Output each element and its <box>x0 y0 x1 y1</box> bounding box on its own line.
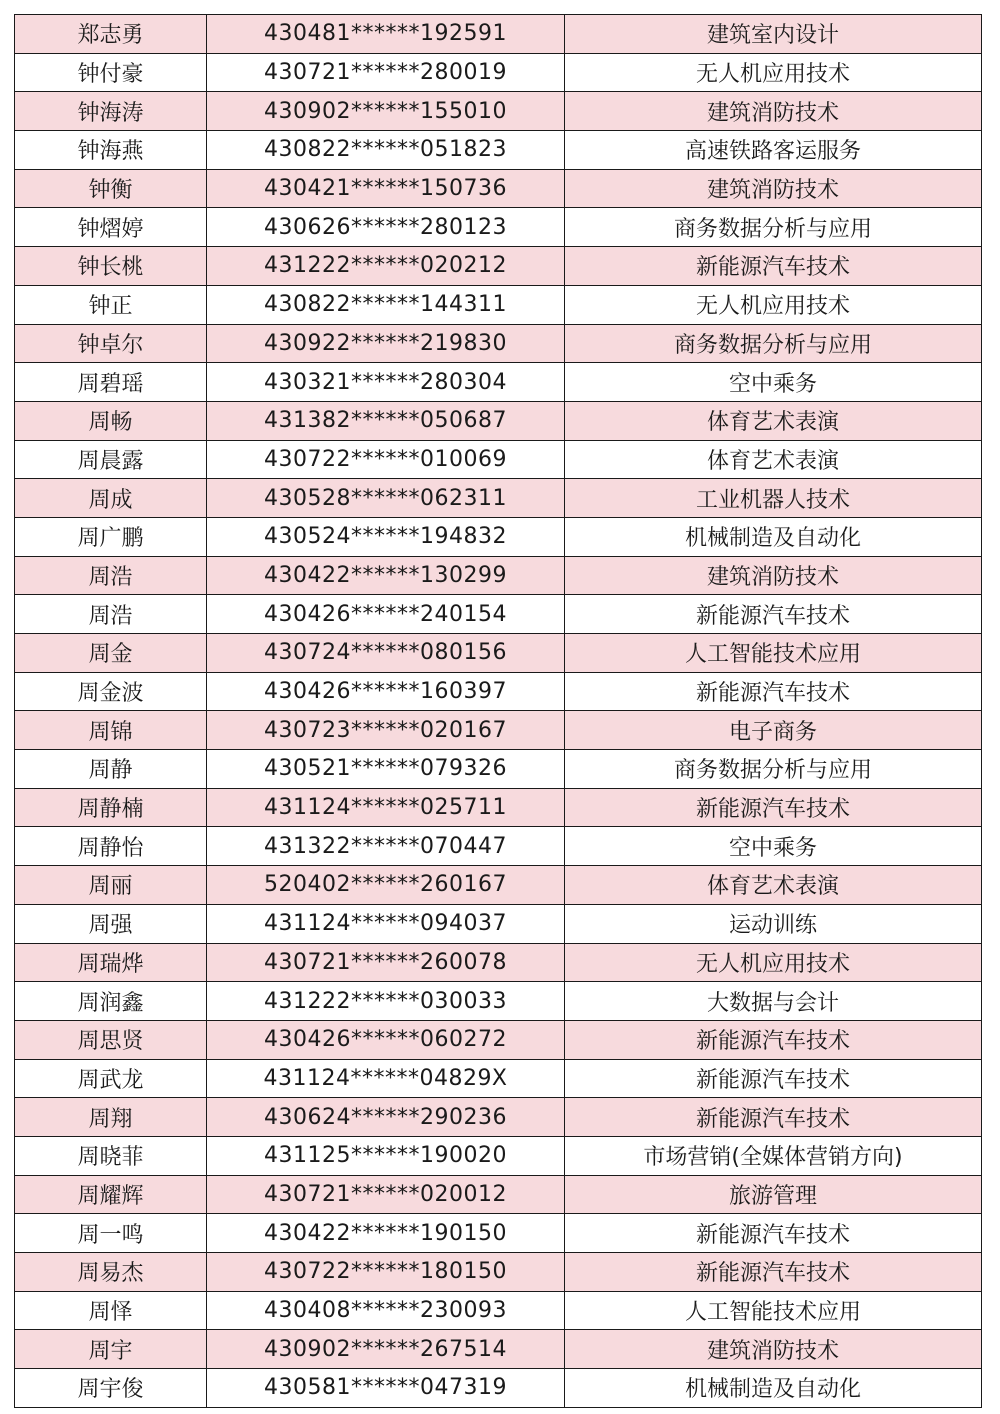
student-name-cell: 周宇俊 <box>15 1369 207 1408</box>
table-row <box>15 131 982 170</box>
table-row <box>15 247 982 286</box>
id-number-cell: 430822******051823 <box>207 131 565 170</box>
table-row <box>15 363 982 402</box>
student-name-cell: 周瑞烨 <box>15 943 207 982</box>
table-row <box>15 982 982 1021</box>
student-name-cell: 周宇 <box>15 1330 207 1369</box>
major-cell: 商务数据分析与应用 <box>565 208 982 247</box>
major-cell: 旅游管理 <box>565 1175 982 1214</box>
major-cell: 商务数据分析与应用 <box>565 324 982 363</box>
student-name-cell: 周锦 <box>15 711 207 750</box>
id-number-cell: 430902******267514 <box>207 1330 565 1369</box>
student-name-cell: 周耀辉 <box>15 1175 207 1214</box>
student-name-cell: 周润鑫 <box>15 982 207 1021</box>
id-number-cell: 431382******050687 <box>207 401 565 440</box>
student-name-cell: 周浩 <box>15 556 207 595</box>
id-number-cell: 430724******080156 <box>207 634 565 673</box>
id-number-cell: 430723******020167 <box>207 711 565 750</box>
table-row <box>15 788 982 827</box>
id-number-cell: 431124******025711 <box>207 788 565 827</box>
id-number-cell: 430822******144311 <box>207 285 565 324</box>
major-cell: 建筑消防技术 <box>565 1330 982 1369</box>
table-row <box>15 1136 982 1175</box>
id-number-cell: 430721******260078 <box>207 943 565 982</box>
id-number-cell: 430421******150736 <box>207 169 565 208</box>
table-row <box>15 517 982 556</box>
student-name-cell: 钟衡 <box>15 169 207 208</box>
table-row <box>15 1020 982 1059</box>
major-cell: 无人机应用技术 <box>565 53 982 92</box>
major-cell: 市场营销(全媒体营销方向) <box>565 1136 982 1175</box>
student-name-cell: 周成 <box>15 479 207 518</box>
major-cell: 新能源汽车技术 <box>565 672 982 711</box>
id-number-cell: 430426******060272 <box>207 1020 565 1059</box>
major-cell: 人工智能技术应用 <box>565 634 982 673</box>
table-row <box>15 866 982 905</box>
table-row <box>15 15 982 54</box>
major-cell: 无人机应用技术 <box>565 285 982 324</box>
major-cell: 商务数据分析与应用 <box>565 750 982 789</box>
major-cell: 新能源汽车技术 <box>565 595 982 634</box>
table-row <box>15 1253 982 1292</box>
table-row <box>15 556 982 595</box>
id-number-cell: 520402******260167 <box>207 866 565 905</box>
id-number-cell: 431124******094037 <box>207 904 565 943</box>
table-row <box>15 750 982 789</box>
student-name-cell: 周畅 <box>15 401 207 440</box>
student-name-cell: 周广鹏 <box>15 517 207 556</box>
major-cell: 新能源汽车技术 <box>565 247 982 286</box>
id-number-cell: 430408******230093 <box>207 1291 565 1330</box>
major-cell: 建筑室内设计 <box>565 15 982 54</box>
major-cell: 大数据与会计 <box>565 982 982 1021</box>
student-name-cell: 周武龙 <box>15 1059 207 1098</box>
student-name-cell: 周碧瑶 <box>15 363 207 402</box>
table-row <box>15 1175 982 1214</box>
student-name-cell: 周静 <box>15 750 207 789</box>
major-cell: 新能源汽车技术 <box>565 1253 982 1292</box>
student-name-cell: 钟正 <box>15 285 207 324</box>
major-cell: 无人机应用技术 <box>565 943 982 982</box>
table-row <box>15 595 982 634</box>
student-name-cell: 周静楠 <box>15 788 207 827</box>
id-number-cell: 430722******010069 <box>207 440 565 479</box>
table-row <box>15 169 982 208</box>
major-cell: 建筑消防技术 <box>565 92 982 131</box>
table-row <box>15 440 982 479</box>
id-number-cell: 430524******194832 <box>207 517 565 556</box>
major-cell: 机械制造及自动化 <box>565 517 982 556</box>
major-cell: 高速铁路客运服务 <box>565 131 982 170</box>
table-row <box>15 1330 982 1369</box>
id-number-cell: 431222******020212 <box>207 247 565 286</box>
student-name-cell: 周思贤 <box>15 1020 207 1059</box>
id-number-cell: 430481******192591 <box>207 15 565 54</box>
table-row <box>15 1291 982 1330</box>
major-cell: 新能源汽车技术 <box>565 788 982 827</box>
student-name-cell: 周一鸣 <box>15 1214 207 1253</box>
id-number-cell: 430626******280123 <box>207 208 565 247</box>
student-name-cell: 周翔 <box>15 1098 207 1137</box>
major-cell: 空中乘务 <box>565 363 982 402</box>
student-name-cell: 钟卓尔 <box>15 324 207 363</box>
major-cell: 人工智能技术应用 <box>565 1291 982 1330</box>
id-number-cell: 430321******280304 <box>207 363 565 402</box>
major-cell: 体育艺术表演 <box>565 866 982 905</box>
table-row <box>15 401 982 440</box>
id-number-cell: 430521******079326 <box>207 750 565 789</box>
table-row <box>15 1214 982 1253</box>
id-number-cell: 430426******240154 <box>207 595 565 634</box>
table-row <box>15 634 982 673</box>
major-cell: 新能源汽车技术 <box>565 1059 982 1098</box>
major-cell: 机械制造及自动化 <box>565 1369 982 1408</box>
id-number-cell: 430922******219830 <box>207 324 565 363</box>
major-cell: 建筑消防技术 <box>565 556 982 595</box>
student-name-cell: 钟海涛 <box>15 92 207 131</box>
student-name-cell: 周静怡 <box>15 827 207 866</box>
student-name-cell: 周金 <box>15 634 207 673</box>
major-cell: 建筑消防技术 <box>565 169 982 208</box>
table-row <box>15 53 982 92</box>
id-number-cell: 430721******280019 <box>207 53 565 92</box>
major-cell: 新能源汽车技术 <box>565 1214 982 1253</box>
major-cell: 空中乘务 <box>565 827 982 866</box>
major-cell: 电子商务 <box>565 711 982 750</box>
major-cell: 工业机器人技术 <box>565 479 982 518</box>
student-name-cell: 周强 <box>15 904 207 943</box>
table-row <box>15 827 982 866</box>
major-cell: 体育艺术表演 <box>565 440 982 479</box>
roster-table-body <box>15 15 982 1408</box>
student-name-cell: 郑志勇 <box>15 15 207 54</box>
table-row <box>15 1369 982 1408</box>
id-number-cell: 431322******070447 <box>207 827 565 866</box>
id-number-cell: 430422******190150 <box>207 1214 565 1253</box>
major-cell: 新能源汽车技术 <box>565 1020 982 1059</box>
table-row <box>15 479 982 518</box>
table-row <box>15 285 982 324</box>
roster-table <box>14 14 982 1408</box>
id-number-cell: 430528******062311 <box>207 479 565 518</box>
id-number-cell: 430426******160397 <box>207 672 565 711</box>
id-number-cell: 430624******290236 <box>207 1098 565 1137</box>
major-cell: 体育艺术表演 <box>565 401 982 440</box>
student-name-cell: 周怿 <box>15 1291 207 1330</box>
table-row <box>15 711 982 750</box>
student-name-cell: 周晓菲 <box>15 1136 207 1175</box>
table-row <box>15 92 982 131</box>
id-number-cell: 431124******04829X <box>207 1059 565 1098</box>
student-name-cell: 周晨露 <box>15 440 207 479</box>
id-number-cell: 430902******155010 <box>207 92 565 131</box>
table-row <box>15 208 982 247</box>
id-number-cell: 430722******180150 <box>207 1253 565 1292</box>
major-cell: 新能源汽车技术 <box>565 1098 982 1137</box>
id-number-cell: 431125******190020 <box>207 1136 565 1175</box>
student-name-cell: 钟海燕 <box>15 131 207 170</box>
id-number-cell: 430721******020012 <box>207 1175 565 1214</box>
student-name-cell: 钟付豪 <box>15 53 207 92</box>
student-name-cell: 钟熠婷 <box>15 208 207 247</box>
student-name-cell: 周易杰 <box>15 1253 207 1292</box>
table-row <box>15 1059 982 1098</box>
table-row <box>15 672 982 711</box>
student-name-cell: 周丽 <box>15 866 207 905</box>
table-row <box>15 904 982 943</box>
student-name-cell: 钟长桃 <box>15 247 207 286</box>
table-row <box>15 943 982 982</box>
id-number-cell: 431222******030033 <box>207 982 565 1021</box>
id-number-cell: 430581******047319 <box>207 1369 565 1408</box>
student-name-cell: 周浩 <box>15 595 207 634</box>
roster-sheet <box>14 14 981 1408</box>
id-number-cell: 430422******130299 <box>207 556 565 595</box>
table-row <box>15 324 982 363</box>
table-row <box>15 1098 982 1137</box>
major-cell: 运动训练 <box>565 904 982 943</box>
student-name-cell: 周金波 <box>15 672 207 711</box>
